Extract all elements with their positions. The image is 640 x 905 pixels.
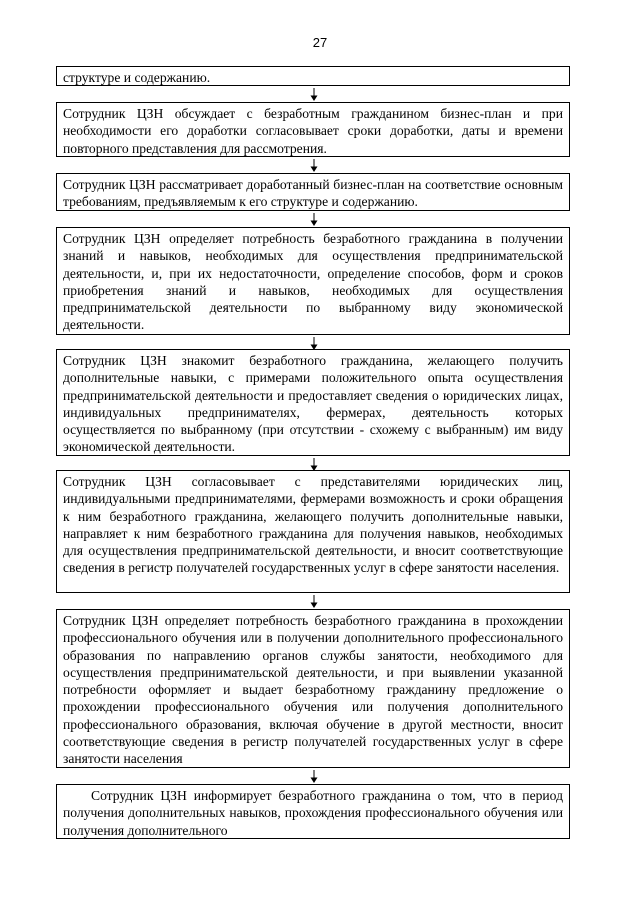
- flow-step-5: Сотрудник ЦЗН знакомит безработного гражданина, желающего получить дополнительные навыки, с примерами положительного опыта осуществления предпринимательской деятельности и предоставляет сведения о юридических лицах, индивидуальных предпринимателях, фермерах, деятельность которых осуществляется по выбранному (при отсутствии - схожему с выбранным) им виду экономической деятельности.: [56, 349, 570, 456]
- flow-arrow-2: [308, 159, 320, 173]
- flow-step-4: Сотрудник ЦЗН определяет потребность безработного гражданина в получении знаний и навыков, необходимых для осуществления предпринимательской деятельности, и, при их недостаточности, определение способов, форм и сроков приобретения знаний и навыков, необходимых для осуществления предпринимательской деятельности по выбранному виду экономической деятельности.: [56, 227, 570, 335]
- flow-step-6: Сотрудник ЦЗН согласовывает с представителями юридических лиц, индивидуальными предпринимателями, фермерами возможность и сроки обращения к ним безработного гражданина, желающего получить дополнительные навыки, направляет к ним безработного гражданина для получения навыков, необходимых для осуществления предпринимательской деятельности, и вносит соответствующие сведения в регистр получателей государственных услуг в сфере занятости населения.: [56, 470, 570, 593]
- flow-arrow-6: [308, 595, 320, 609]
- flow-arrow-3: [308, 213, 320, 227]
- flow-step-1: структуре и содержанию.: [56, 66, 570, 86]
- page-number: 27: [312, 35, 328, 50]
- flow-step-2: Сотрудник ЦЗН обсуждает с безработным гражданином бизнес-план и при необходимости его доработки согласовывает сроки доработки, даты и времени повторного представления для рассмотрения.: [56, 102, 570, 157]
- flow-step-7: Сотрудник ЦЗН определяет потребность безработного гражданина в прохождении профессионального обучения или в получении дополнительного профессионального образования по направлению органов службы занятости, необходимого для осуществления предпринимательской деятельности, и при выявлении указанной потребности оформляет и выдает безработному гражданину предложение о прохождении профессионального обучения или получения дополнительного профессионального образования, включая обучение в другой местности, вносит соответствующие сведения в регистр получателей государственных услуг в сфере занятости населения: [56, 609, 570, 768]
- flow-step-8: Сотрудник ЦЗН информирует безработного гражданина о том, что в период получения дополнительных навыков, прохождения профессионального обучения или получения дополнительного: [56, 784, 570, 839]
- flow-arrow-7: [308, 770, 320, 784]
- flow-arrow-1: [308, 88, 320, 102]
- flow-step-3: Сотрудник ЦЗН рассматривает доработанный бизнес-план на соответствие основным требованиям, предъявляемым к его структуре и содержанию.: [56, 173, 570, 211]
